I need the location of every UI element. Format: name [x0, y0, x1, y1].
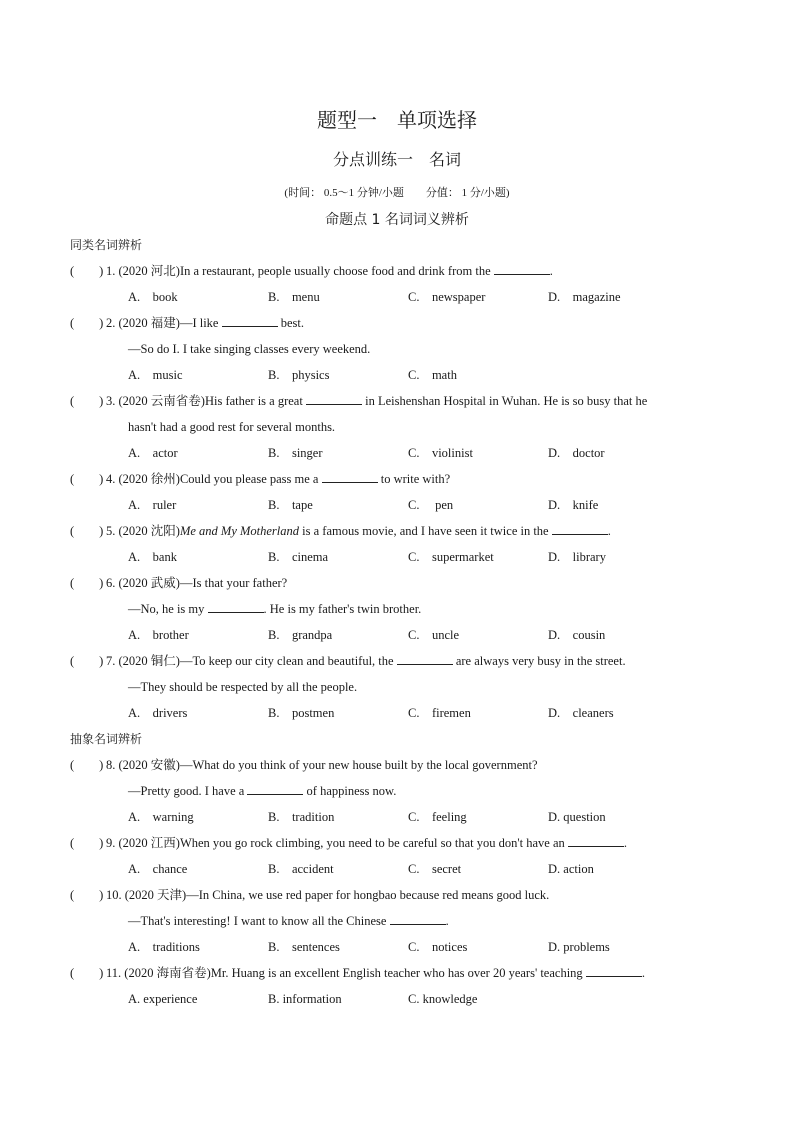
option-b[interactable]: B. tradition	[268, 810, 335, 824]
option-b[interactable]: B. cinema	[268, 550, 329, 564]
option-a[interactable]: A. warning	[128, 810, 194, 824]
question-text: —In China, we use red paper for hongbao because red means good luck.	[186, 888, 550, 902]
options-row	[70, 284, 730, 310]
option-d[interactable]: D. knife	[548, 498, 599, 512]
options-row	[70, 362, 730, 388]
option-d[interactable]: D. action	[548, 862, 594, 876]
answer-blank	[390, 912, 446, 925]
option-c[interactable]: C. uncle	[408, 628, 460, 642]
option-c[interactable]: C. feeling	[408, 810, 467, 824]
section-heading: 抽象名词辨析	[70, 732, 143, 746]
question-line	[70, 960, 730, 986]
options-row	[70, 804, 730, 830]
question-text: —I like	[179, 316, 222, 330]
question-list	[70, 232, 730, 1012]
question-continuation	[70, 908, 730, 934]
answer-bracket[interactable]: ( )	[70, 966, 104, 980]
option-c[interactable]: C. secret	[408, 862, 462, 876]
continuation-text-end: of happiness now.	[303, 784, 397, 798]
question-text-end: .	[607, 524, 611, 538]
question-number: 5. (2020 沈阳)	[106, 524, 180, 538]
answer-blank	[306, 392, 362, 405]
question-text: —What do you think of your new house built by the local government?	[179, 758, 538, 772]
question-text-end: best.	[277, 316, 305, 330]
option-a[interactable]: A. book	[128, 290, 178, 304]
question-continuation	[70, 674, 730, 700]
question-line	[70, 882, 730, 908]
option-a[interactable]: A. experience	[128, 992, 198, 1006]
question-line	[70, 752, 730, 778]
option-d[interactable]: D. doctor	[548, 446, 605, 460]
option-c[interactable]: C. notices	[408, 940, 468, 954]
option-c[interactable]: C. violinist	[408, 446, 473, 460]
question-number: 8. (2020 安徽)	[106, 758, 180, 772]
question-number: 6. (2020 武威)	[106, 576, 180, 590]
option-d[interactable]: D. cousin	[548, 628, 606, 642]
question-text: is a famous movie, and I have seen it twice in the	[299, 524, 552, 538]
answer-blank	[586, 964, 642, 977]
continuation-text: —So do I. I take singing classes every weekend.	[128, 342, 371, 356]
answer-bracket[interactable]: ( )	[70, 888, 104, 902]
options-row	[70, 700, 730, 726]
answer-blank	[322, 470, 378, 483]
question-line	[70, 518, 730, 544]
option-a[interactable]: A. ruler	[128, 498, 177, 512]
options-row	[70, 986, 730, 1012]
answer-blank	[494, 262, 550, 275]
option-d[interactable]: D. problems	[548, 940, 610, 954]
option-a[interactable]: A. traditions	[128, 940, 200, 954]
question-text: Mr. Huang is an excellent English teacher who has over 20 years' teaching	[210, 966, 586, 980]
question-continuation	[70, 414, 730, 440]
answer-blank	[222, 314, 278, 327]
question-line	[70, 570, 730, 596]
option-d[interactable]: D. magazine	[548, 290, 621, 304]
options-row	[70, 856, 730, 882]
question-text: His father is a great	[204, 394, 306, 408]
time-info: (时间： 0.5～1 分钟/小题 分值： 1 分/小题)	[284, 187, 510, 199]
continuation-text-end: .	[445, 914, 449, 928]
options-row	[70, 544, 730, 570]
question-line	[70, 310, 730, 336]
answer-bracket[interactable]: ( )	[70, 758, 104, 772]
options-row	[70, 440, 730, 466]
question-number: 9. (2020 江西)	[106, 836, 180, 850]
question-line	[70, 830, 730, 856]
option-b[interactable]: B. singer	[268, 446, 323, 460]
question-number: 1. (2020 河北)	[106, 264, 180, 278]
option-d[interactable]: D. question	[548, 810, 606, 824]
option-b[interactable]: B. sentences	[268, 940, 340, 954]
question-text: —Is that your father?	[179, 576, 288, 590]
question-line	[70, 258, 730, 284]
question-continuation	[70, 596, 730, 622]
answer-bracket[interactable]: ( )	[70, 264, 104, 278]
answer-blank	[208, 600, 264, 613]
question-number: 4. (2020 徐州)	[106, 472, 180, 486]
section-point-heading: 命题点 1 名词词义辨析	[325, 212, 469, 228]
option-b[interactable]: B. accident	[268, 862, 334, 876]
answer-blank	[397, 652, 453, 665]
answer-bracket[interactable]: ( )	[70, 394, 104, 408]
question-text-end: are always very busy in the street.	[452, 654, 626, 668]
continuation-text: —That's interesting! I want to know all the Chinese	[128, 914, 390, 928]
option-c[interactable]: C. supermarket	[408, 550, 494, 564]
option-b[interactable]: B. physics	[268, 368, 330, 382]
section-heading: 同类名词辨析	[70, 238, 143, 252]
continuation-text: —They should be respected by all the people.	[128, 680, 358, 694]
option-c[interactable]: C. math	[408, 368, 457, 382]
option-a[interactable]: A. music	[128, 368, 183, 382]
question-continuation	[70, 336, 730, 362]
page-subtitle: 分点训练一 名词	[332, 150, 461, 169]
option-a[interactable]: A. chance	[128, 862, 188, 876]
question-number: 11. (2020 海南省卷)	[106, 966, 211, 980]
option-b[interactable]: B. postmen	[268, 706, 335, 720]
option-c[interactable]: C. pen	[408, 498, 454, 512]
question-text-end: .	[549, 264, 553, 278]
answer-bracket[interactable]: ( )	[70, 472, 104, 486]
answer-bracket[interactable]: ( )	[70, 654, 104, 668]
question-number: 2. (2020 福建)	[106, 316, 180, 330]
question-text: In a restaurant, people usually choose food and drink from the	[179, 264, 494, 278]
question-line	[70, 466, 730, 492]
continuation-text: —No, he is my	[128, 602, 208, 616]
option-d[interactable]: D. library	[548, 550, 606, 564]
question-text: —To keep our city clean and beautiful, the	[179, 654, 397, 668]
option-a[interactable]: A. bank	[128, 550, 177, 564]
answer-bracket[interactable]: ( )	[70, 316, 104, 330]
question-text-end: .	[641, 966, 645, 980]
options-row	[70, 622, 730, 648]
question-number: 10. (2020 天津)	[106, 888, 187, 902]
options-row	[70, 492, 730, 518]
continuation-text-end: . He is my father's twin brother.	[263, 602, 422, 616]
question-number: 7. (2020 铜仁)	[106, 654, 180, 668]
page-title: 题型一 单项选择	[317, 108, 477, 132]
option-c[interactable]: C. firemen	[408, 706, 471, 720]
continuation-text: —Pretty good. I have a	[128, 784, 248, 798]
question-text: When you go rock climbing, you need to be careful so that you don't have an	[179, 836, 568, 850]
question-text-end: in Leishenshan Hospital in Wuhan. He is so busy that he	[361, 394, 648, 408]
question-text: Could you please pass me a	[179, 472, 322, 486]
answer-bracket[interactable]: ( )	[70, 524, 104, 538]
option-a[interactable]: A. brother	[128, 628, 189, 642]
question-italic-text: Me and My Motherland	[179, 524, 300, 538]
answer-bracket[interactable]: ( )	[70, 576, 104, 590]
question-text-end: .	[623, 836, 627, 850]
option-c[interactable]: C. newspaper	[408, 290, 486, 304]
option-d[interactable]: D. cleaners	[548, 706, 614, 720]
answer-blank	[568, 834, 624, 847]
option-b[interactable]: B. grandpa	[268, 628, 333, 642]
question-continuation	[70, 778, 730, 804]
answer-bracket[interactable]: ( )	[70, 836, 104, 850]
question-line	[70, 648, 730, 674]
answer-blank	[247, 782, 303, 795]
option-b[interactable]: B. information	[268, 992, 342, 1006]
question-number: 3. (2020 云南省卷)	[106, 394, 205, 408]
option-a[interactable]: A. drivers	[128, 706, 188, 720]
option-a[interactable]: A. actor	[128, 446, 178, 460]
option-c[interactable]: C. knowledge	[408, 992, 478, 1006]
continuation-text: hasn't had a good rest for several months.	[128, 420, 336, 434]
option-b[interactable]: B. tape	[268, 498, 313, 512]
options-row	[70, 934, 730, 960]
option-b[interactable]: B. menu	[268, 290, 320, 304]
answer-blank	[552, 522, 608, 535]
question-line	[70, 388, 730, 414]
question-text-end: to write with?	[377, 472, 451, 486]
